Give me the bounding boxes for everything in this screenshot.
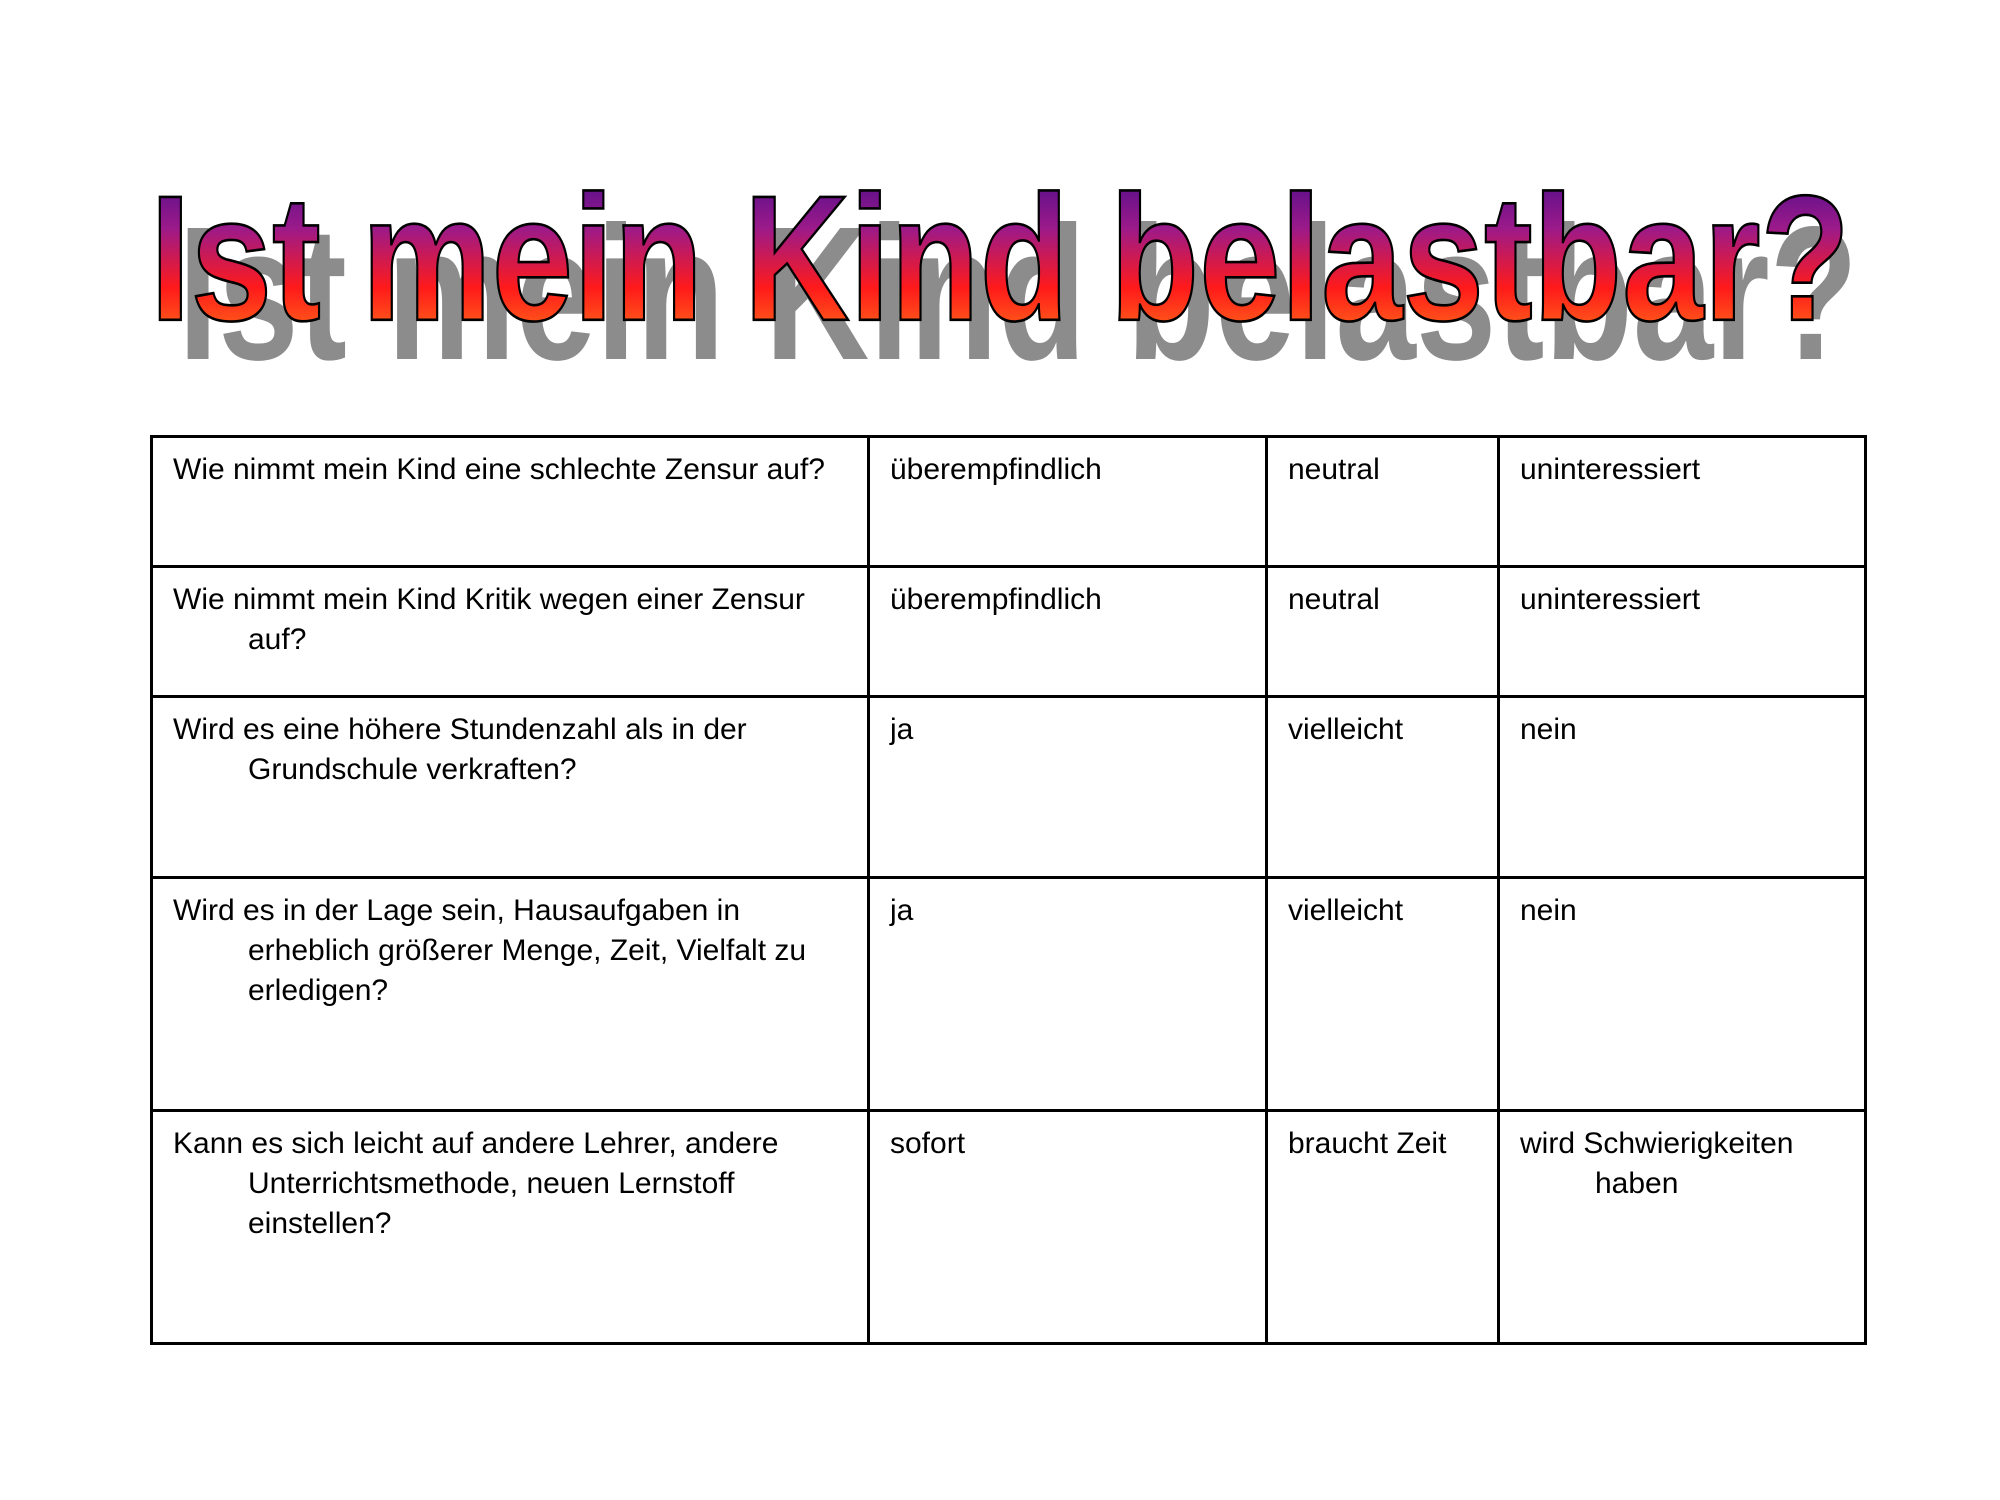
- option-text: uninteressiert: [1520, 453, 1701, 486]
- table-row: [152, 437, 1866, 567]
- option-cell: [1499, 878, 1866, 1111]
- option-text: überempfindlich: [890, 453, 1102, 486]
- table-row: [152, 567, 1866, 697]
- question-text: Wird es in der Lage sein, Hausaufgaben in erheblich größerer Menge, Zeit, Vielfalt zu erledigen?: [173, 894, 807, 1007]
- questionnaire-table: [150, 435, 1867, 1345]
- option-cell: [1499, 567, 1866, 697]
- option-text: uninteressiert: [1520, 583, 1701, 616]
- question-text: Wie nimmt mein Kind Kritik wegen einer Zensur auf?: [173, 583, 805, 656]
- option-cell: [1499, 437, 1866, 567]
- question-text: Wie nimmt mein Kind eine schlechte Zensur auf?: [173, 453, 825, 486]
- option-cell: [1267, 437, 1499, 567]
- question-cell: [152, 567, 869, 697]
- option-text: vielleicht: [1288, 894, 1404, 927]
- option-text: neutral: [1288, 453, 1380, 486]
- option-text: vielleicht: [1288, 713, 1404, 746]
- option-cell: [1499, 1111, 1866, 1344]
- wordart-title: [150, 135, 1872, 385]
- option-text: nein: [1520, 713, 1577, 746]
- option-text: überempfindlich: [890, 583, 1102, 616]
- option-cell: [1267, 878, 1499, 1111]
- option-cell: [869, 567, 1267, 697]
- option-cell: [869, 437, 1267, 567]
- option-cell: [1267, 1111, 1499, 1344]
- option-cell: [1499, 697, 1866, 878]
- option-text: ja: [890, 713, 914, 746]
- option-text: sofort: [890, 1127, 966, 1160]
- question-cell: [152, 697, 869, 878]
- option-cell: [869, 697, 1267, 878]
- question-cell: [152, 1111, 869, 1344]
- table-row: [152, 697, 1866, 878]
- wordart-title-graphic: [150, 135, 1872, 385]
- option-text: nein: [1520, 894, 1577, 927]
- question-text: Kann es sich leicht auf andere Lehrer, andere Unterrichtsmethode, neuen Lernstoff einstellen?: [173, 1127, 779, 1240]
- question-cell: [152, 437, 869, 567]
- title-text: Ist mein Kind belastbar?: [150, 157, 1850, 358]
- option-text: neutral: [1288, 583, 1380, 616]
- table-row: [152, 878, 1866, 1111]
- option-text: wird Schwierigkeiten haben: [1520, 1127, 1794, 1200]
- option-cell: [1267, 567, 1499, 697]
- question-cell: [152, 878, 869, 1111]
- option-text: braucht Zeit: [1288, 1127, 1447, 1160]
- table-row: [152, 1111, 1866, 1344]
- option-cell: [1267, 697, 1499, 878]
- title-shadow: Ist mein Kind belastbar?: [178, 188, 1858, 385]
- option-cell: [869, 1111, 1267, 1344]
- option-text: ja: [890, 894, 914, 927]
- question-text: Wird es eine höhere Stundenzahl als in der Grundschule verkraften?: [173, 713, 747, 786]
- option-cell: [869, 878, 1267, 1111]
